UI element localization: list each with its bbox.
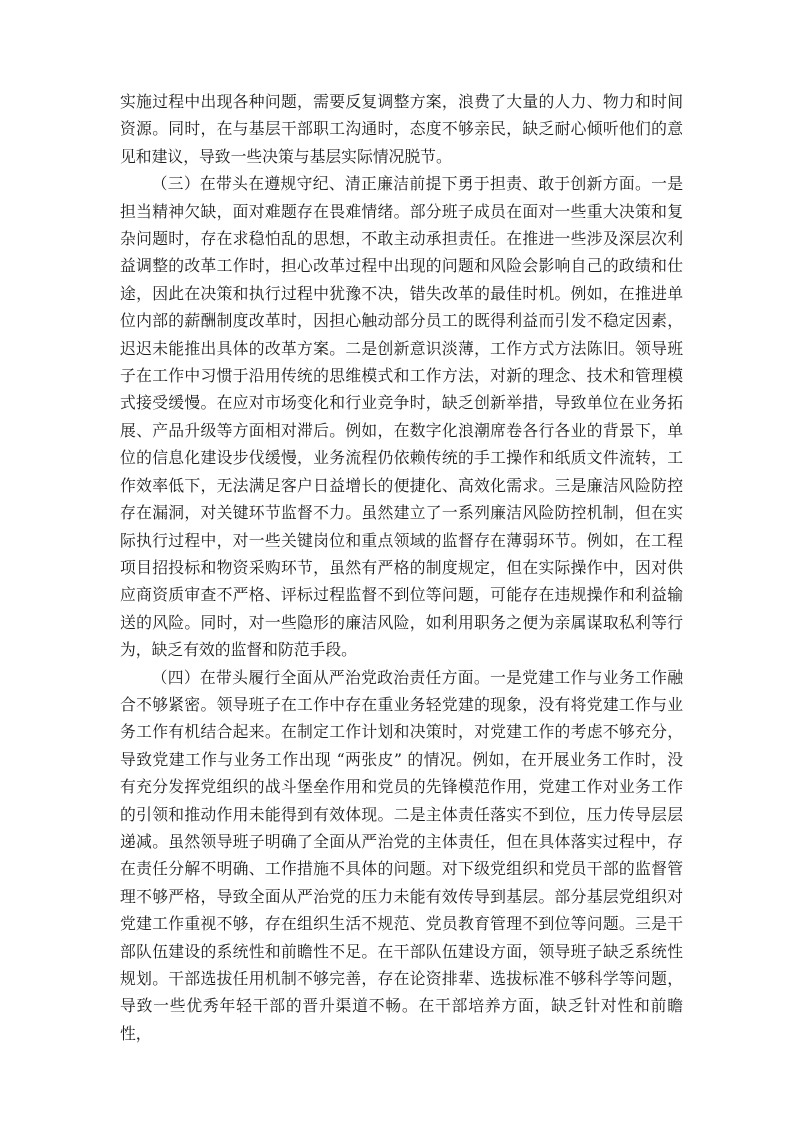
paragraph-section-four: （四）在带头履行全面从严治党政治责任方面。一是党建工作与业务工作融合不够紧密。领导班子在工作中存在重业务轻党建的现象，没有将党建工作与业务工作有机结合起来。在制定工作计划和决策时，对党建工作的考虑不够充分，导致党建工作与业务工作出现 “两张皮” 的情况。例如，在开展业务工作时，没有充分发挥党组织的战斗堡垒作用和党员的先锋模范作用，党建工作对业务工作的引领和推动作用未能得到有效体现。二是主体责任落实不到位，压力传导层层递减。虽然领导班子明确了全面从严治党的主体责任，但在具体落实过程中，存在责任分解不明确、工作措施不具体的问题。对下级党组织和党员干部的监督管理不够严格，导致全面从严治党的压力未能有效传导到基层。部分基层党组织对党建工作重视不够，存在组织生活不规范、党员教育管理不到位等问题。三是干部队伍建设的系统性和前瞻性不足。在干部队伍建设方面，领导班子缺乏系统性规划。干部选拔任用机制不够完善，存在论资排辈、选拔标准不够科学等问题，导致一些优秀年轻干部的晋升渠道不畅。在干部培养方面，缺乏针对性和前瞻性， (120, 667, 683, 1043)
paragraph-section-three: （三）在带头在遵规守纪、清正廉洁前提下勇于担责、敢于创新方面。一是担当精神欠缺，面对难题存在畏难情绪。部分班子成员在面对一些重大决策和复杂问题时，存在求稳怕乱的思想，不敢主动承担责任。在推进一些涉及深层次利益调整的改革工作时，担心改革过程中出现的问题和风险会影响自己的政绩和仕途，因此在决策和执行过程中犹豫不决，错失改革的最佳时机。例如，在推进单位内部的薪酬制度改革时，因担心触动部分员工的既得利益而引发不稳定因素，迟迟未能推出具体的改革方案。二是创新意识淡薄，工作方式方法陈旧。领导班子在工作中习惯于沿用传统的思维模式和工作方法，对新的理念、技术和管理模式接受缓慢。在应对市场变化和行业竞争时，缺乏创新举措，导致单位在业务拓展、产品升级等方面相对滞后。例如，在数字化浪潮席卷各行各业的背景下，单位的信息化建设步伐缓慢，业务流程仍依赖传统的手工操作和纸质文件流转，工作效率低下，无法满足客户日益增长的便捷化、高效化需求。三是廉洁风险防控存在漏洞，对关键环节监督不力。虽然建立了一系列廉洁风险防控机制，但在实际执行过程中，对一些关键岗位和重点领域的监督存在薄弱环节。例如，在工程项目招投标和物资采购环节，虽然有严格的制度规定，但在实际操作中，因对供应商资质审查不严格、评标过程监督不到位等问题，可能存在违规操作和利益输送的风险。同时，对一些隐形的廉洁风险，如利用职务之便为亲属谋取私利等行为，缺乏有效的监督和防范手段。 (120, 174, 683, 660)
paragraph-continuation: 实施过程中出现各种问题，需要反复调整方案，浪费了大量的人力、物力和时间资源。同时，在与基层干部职工沟通时，态度不够亲民，缺乏耐心倾听他们的意见和建议，导致一些决策与基层实际情况脱节。 (120, 92, 683, 166)
